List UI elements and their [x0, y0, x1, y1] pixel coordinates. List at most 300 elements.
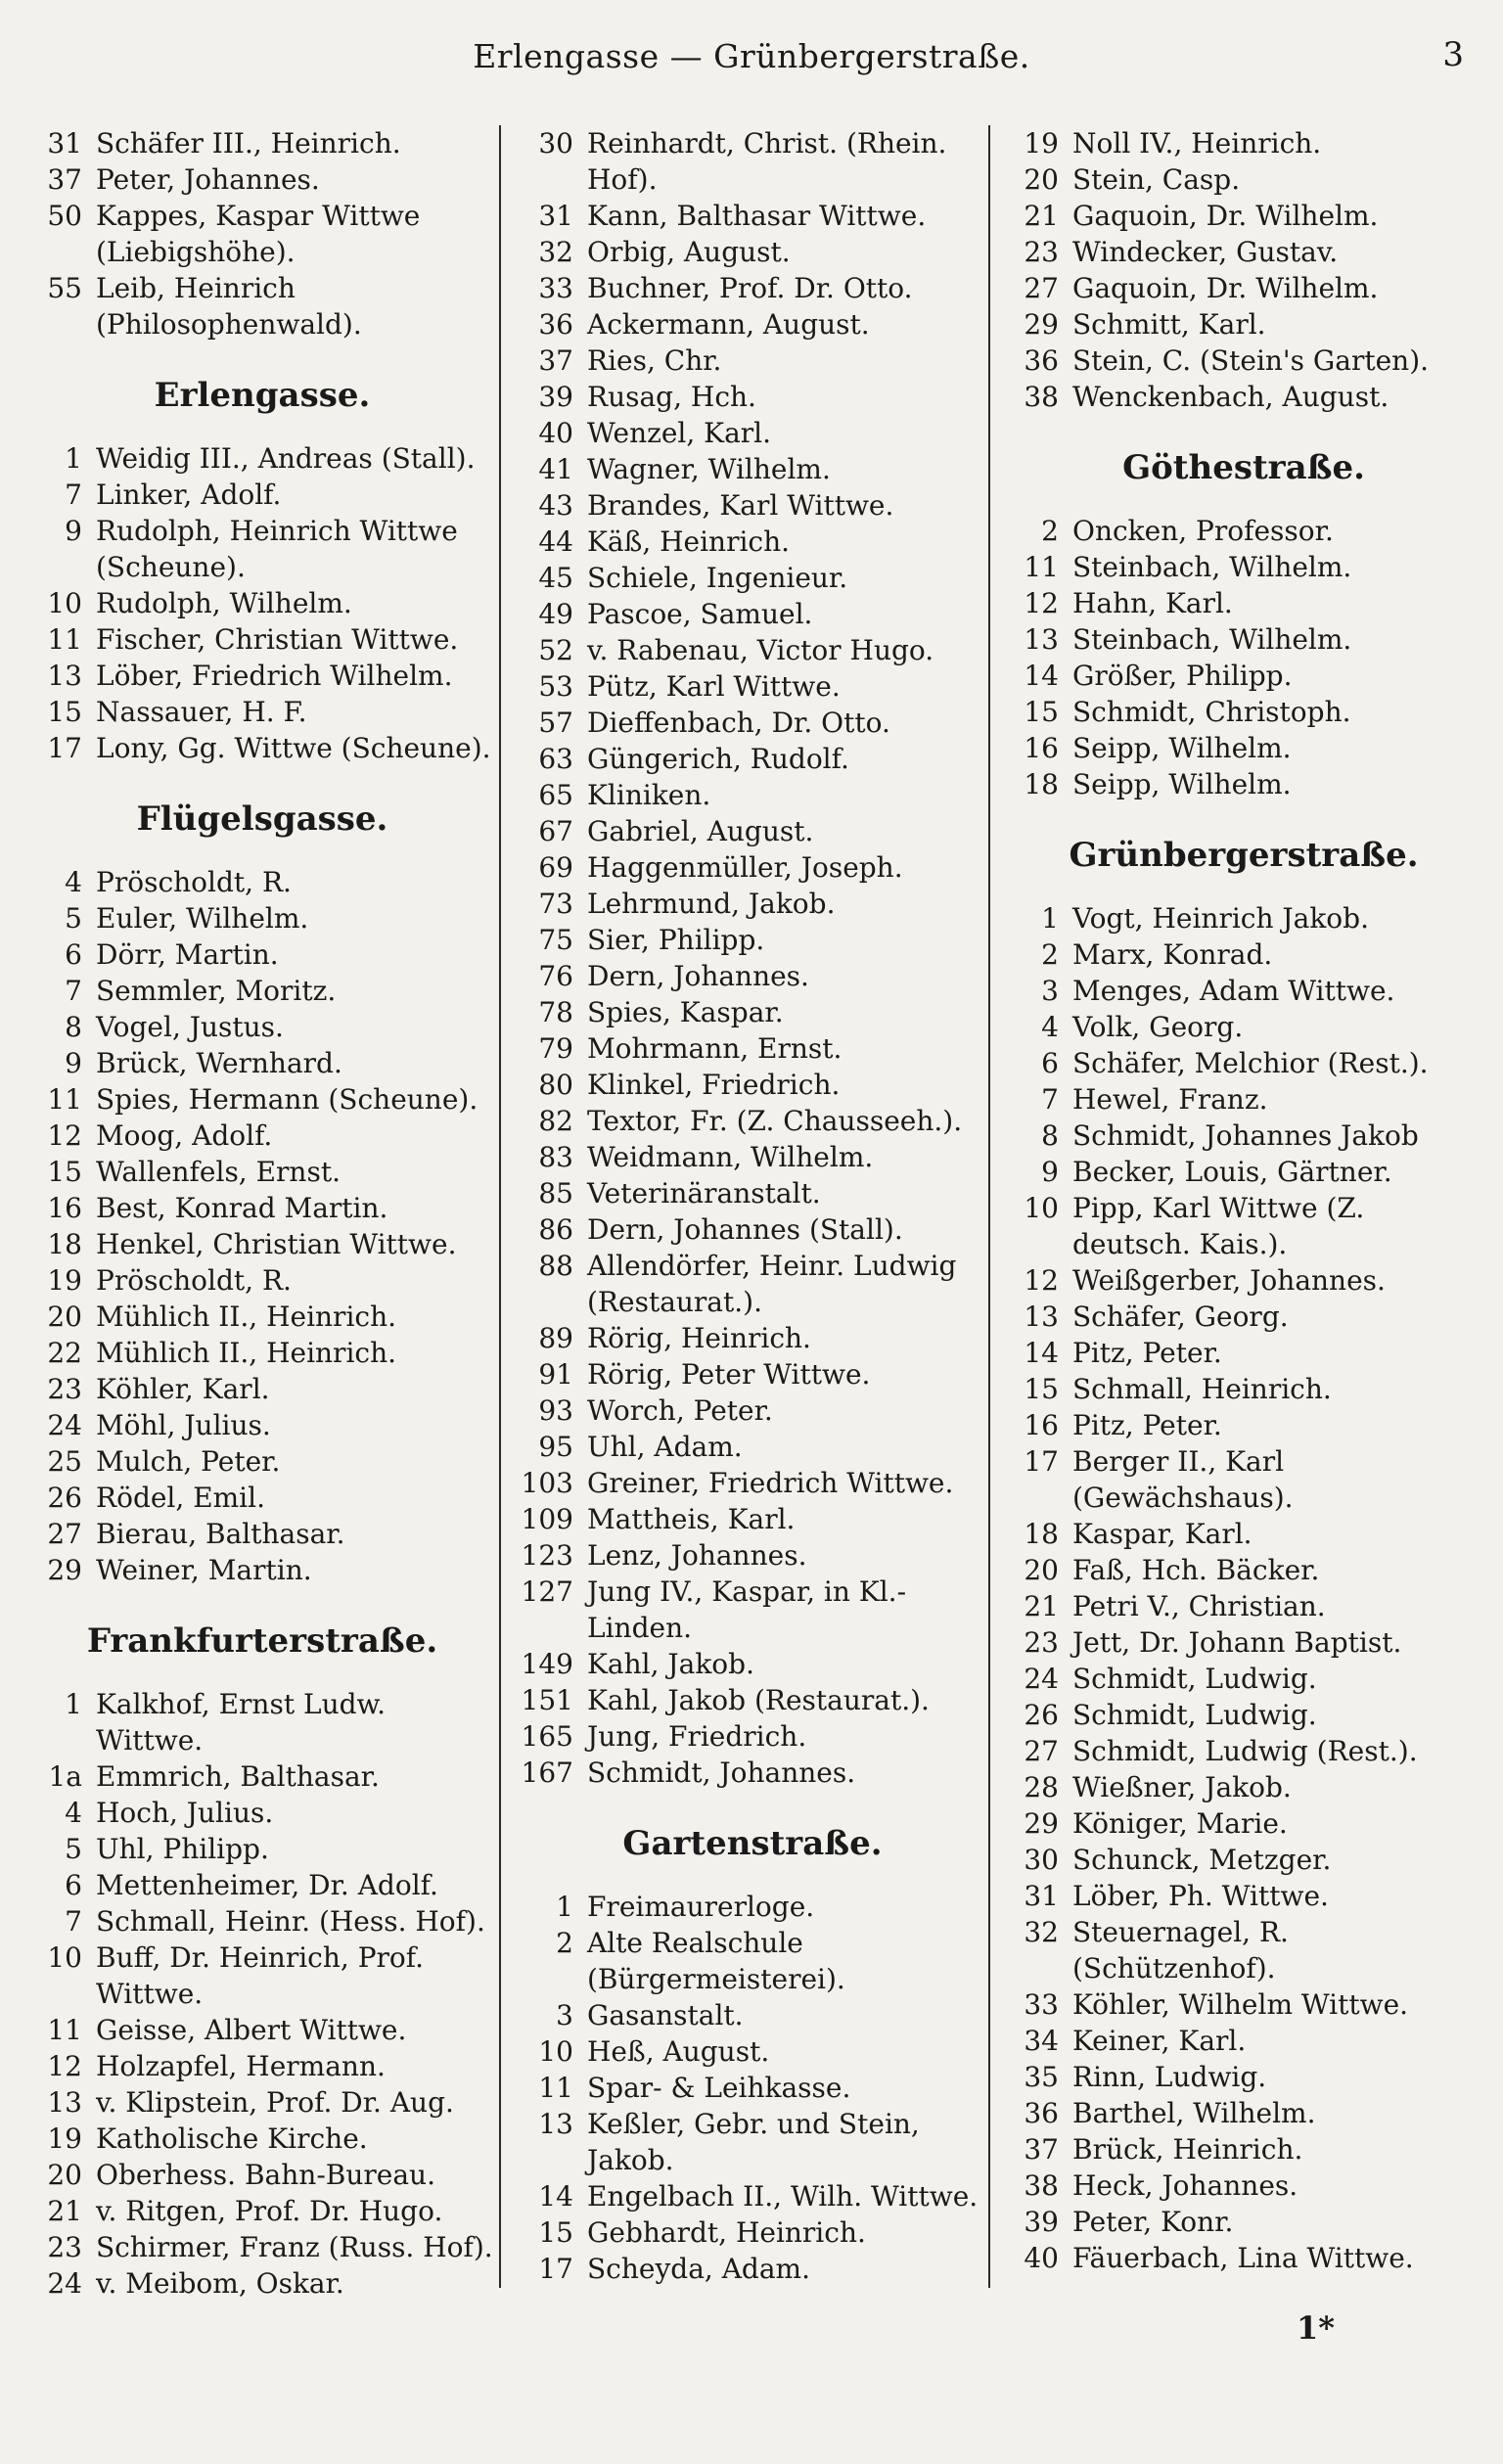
house-number: 5: [65, 1833, 82, 1865]
house-number: 10: [538, 2035, 573, 2068]
street-heading: Grünbergerstraße.: [1069, 836, 1419, 875]
house-number: 29: [1024, 308, 1059, 341]
house-number: 36: [1024, 344, 1059, 377]
column-2: [519, 125, 986, 2287]
directory-entry: [519, 1997, 986, 2033]
directory-entry: [519, 668, 986, 705]
directory-entry: [1004, 621, 1483, 658]
directory-entry: [1004, 1986, 1483, 2023]
directory-entry: [27, 1335, 497, 1371]
resident-name: Buff, Dr. Heinrich, Prof. Wittwe.: [96, 1941, 433, 2010]
resident-name: Orbig, August.: [587, 236, 791, 268]
directory-entry: [27, 1516, 497, 1552]
resident-name: Wagner, Wilhelm.: [587, 453, 831, 485]
directory-entry: [519, 2214, 986, 2251]
resident-name: v. Rabenau, Victor Hugo.: [587, 634, 934, 666]
resident-name: v. Ritgen, Prof. Dr. Hugo.: [96, 2195, 443, 2227]
directory-entry: [27, 2193, 497, 2229]
house-number: 2: [556, 1927, 573, 1959]
directory-entry: [27, 1831, 497, 1867]
directory-entry: [1004, 1190, 1483, 1262]
directory-entry: [1004, 2240, 1483, 2276]
directory-entry: [519, 632, 986, 668]
house-number: 43: [538, 489, 573, 522]
resident-name: v. Klipstein, Prof. Dr. Aug.: [96, 2086, 454, 2119]
resident-name: Löber, Friedrich Wilhelm.: [96, 660, 453, 692]
house-number: 11: [538, 2072, 573, 2104]
directory-entry: [519, 1103, 986, 1139]
house-number: 1: [65, 442, 82, 475]
resident-name: Spies, Hermann (Scheune).: [96, 1083, 478, 1116]
house-number: 31: [538, 200, 573, 232]
resident-name: Heck, Johannes.: [1072, 2169, 1298, 2202]
resident-name: Pipp, Karl Wittwe (Z. deutsch. Kais.).: [1072, 1192, 1374, 1260]
directory-entry: [1004, 766, 1483, 802]
house-number: 57: [538, 707, 573, 739]
house-number: 1: [1041, 902, 1059, 935]
directory-entry: [1004, 1842, 1483, 1878]
resident-name: Pitz, Peter.: [1072, 1409, 1222, 1441]
directory-entry: [1004, 234, 1483, 270]
directory-entry: [1004, 1154, 1483, 1190]
directory-entry: [1004, 2059, 1483, 2095]
directory-entry: [519, 306, 986, 342]
house-number: 78: [538, 996, 573, 1028]
house-number: 37: [538, 344, 573, 377]
resident-name: Peter, Johannes.: [96, 163, 320, 196]
house-number: 85: [538, 1177, 573, 1209]
house-number: 17: [47, 732, 82, 764]
house-number: 29: [1024, 1807, 1059, 1840]
resident-name: Stein, C. (Stein's Garten).: [1072, 344, 1430, 377]
directory-entry: [27, 1758, 497, 1795]
resident-name: Emmrich, Balthasar.: [96, 1760, 380, 1793]
house-number: 50: [47, 200, 82, 232]
directory-entry: [27, 1190, 497, 1226]
resident-name: Veterinäranstalt.: [587, 1177, 821, 1209]
house-number: 13: [1024, 1300, 1059, 1333]
resident-name: Ries, Chr.: [587, 344, 722, 377]
directory-entry: [27, 1939, 497, 2012]
directory-entry: [519, 813, 986, 849]
house-number: 11: [47, 2014, 82, 2046]
directory-entry: [27, 864, 497, 900]
directory-entry: [1004, 1914, 1483, 1986]
house-number: 4: [1041, 1011, 1059, 1043]
house-number: 2: [1041, 515, 1059, 547]
directory-entry: [519, 741, 986, 777]
resident-name: Semmler, Moritz.: [96, 975, 337, 1007]
resident-name: Keßler, Gebr. und Stein, Jakob.: [587, 2108, 929, 2176]
resident-name: Gabriel, August.: [587, 815, 814, 847]
resident-name: Rudolph, Heinrich Wittwe (Scheune).: [96, 515, 467, 583]
house-number: 34: [1024, 2025, 1059, 2057]
directory-entry: [1004, 936, 1483, 973]
house-number: 12: [47, 1119, 82, 1152]
house-number: 93: [538, 1394, 573, 1427]
directory-entry: [519, 1889, 986, 1925]
directory-entry: [27, 2084, 497, 2121]
directory-entry: [27, 2229, 497, 2265]
directory-entry: [519, 560, 986, 596]
resident-name: Vogt, Heinrich Jakob.: [1072, 902, 1369, 935]
directory-entry: [27, 1795, 497, 1831]
page-header: [0, 29, 1503, 88]
resident-name: Haggenmüller, Joseph.: [587, 851, 903, 884]
house-number: 15: [538, 2216, 573, 2249]
resident-name: Nassauer, H. F.: [96, 696, 307, 728]
house-number: 10: [47, 1941, 82, 1974]
house-number: 11: [1024, 551, 1059, 583]
resident-name: Greiner, Friedrich Wittwe.: [587, 1467, 954, 1499]
resident-name: Rudolph, Wilhelm.: [96, 587, 352, 619]
directory-entry: [1004, 1661, 1483, 1697]
house-number: 6: [1041, 1047, 1059, 1079]
resident-name: Buchner, Prof. Dr. Otto.: [587, 272, 913, 304]
resident-name: Pröscholdt, R.: [96, 1264, 292, 1297]
directory-entry: [1004, 1262, 1483, 1299]
house-number: 13: [538, 2108, 573, 2140]
directory-entry: [27, 1867, 497, 1903]
resident-name: Marx, Konrad.: [1072, 938, 1273, 971]
house-number: 15: [1024, 1373, 1059, 1405]
resident-name: Freimaurerloge.: [587, 1891, 815, 1923]
resident-name: Moog, Adolf.: [96, 1119, 273, 1152]
house-number: 5: [65, 902, 82, 935]
resident-name: Mühlich II., Heinrich.: [96, 1300, 397, 1333]
resident-name: Mattheis, Karl.: [587, 1503, 796, 1535]
resident-name: Spies, Kaspar.: [587, 996, 784, 1028]
house-number: 8: [1041, 1119, 1059, 1152]
house-number: 22: [47, 1337, 82, 1369]
house-number: 31: [1024, 1880, 1059, 1912]
house-number: 41: [538, 453, 573, 485]
directory-entry: [1004, 513, 1483, 549]
resident-name: Scheyda, Adam.: [587, 2253, 810, 2285]
house-number: 45: [538, 562, 573, 594]
house-number: 16: [47, 1192, 82, 1224]
resident-name: Barthel, Wilhelm.: [1072, 2097, 1316, 2129]
resident-name: Löber, Ph. Wittwe.: [1072, 1880, 1329, 1912]
house-number: 127: [521, 1575, 573, 1608]
house-number: 82: [538, 1105, 573, 1137]
resident-name: Schunck, Metzger.: [1072, 1844, 1332, 1876]
resident-name: Schmidt, Ludwig.: [1072, 1663, 1317, 1695]
house-number: 12: [1024, 587, 1059, 619]
house-number: 16: [1024, 1409, 1059, 1441]
directory-entry: [27, 477, 497, 513]
resident-name: Heß, August.: [587, 2035, 770, 2068]
directory-entry: [27, 1903, 497, 1939]
directory-entry: [27, 2157, 497, 2193]
resident-name: Rödel, Emil.: [96, 1482, 265, 1514]
directory-entry: [1004, 379, 1483, 415]
resident-name: Uhl, Adam.: [587, 1431, 743, 1463]
directory-entry: [1004, 1299, 1483, 1335]
house-number: 88: [538, 1250, 573, 1282]
resident-name: Schmidt, Johannes Jakob: [1072, 1119, 1419, 1152]
house-number: 19: [47, 2122, 82, 2155]
resident-name: Pröscholdt, R.: [96, 866, 292, 898]
house-number: 36: [1024, 2097, 1059, 2129]
directory-entry: [27, 270, 497, 342]
directory-entry: [1004, 973, 1483, 1009]
directory-entry: [1004, 1588, 1483, 1624]
directory-entry: [519, 994, 986, 1030]
directory-entry: [27, 198, 497, 270]
directory-entry: [27, 440, 497, 477]
house-number: 11: [47, 1083, 82, 1116]
resident-name: Schäfer, Georg.: [1072, 1300, 1289, 1333]
resident-name: Schmall, Heinr. (Hess. Hof).: [96, 1905, 485, 1938]
house-number: 37: [47, 163, 82, 196]
resident-name: Möhl, Julius.: [96, 1409, 271, 1441]
resident-name: Rörig, Heinrich.: [587, 1322, 811, 1354]
house-number: 23: [47, 1373, 82, 1405]
column-divider: [499, 125, 501, 2288]
directory-entry: [1004, 1009, 1483, 1045]
resident-name: Sier, Philipp.: [587, 924, 765, 956]
resident-name: Klinkel, Friedrich.: [587, 1069, 841, 1101]
directory-entry: [27, 1443, 497, 1480]
directory-entry: [27, 1009, 497, 1045]
resident-name: Schmidt, Christoph.: [1072, 696, 1351, 728]
house-number: 17: [538, 2253, 573, 2285]
house-number: 27: [1024, 1735, 1059, 1767]
directory-entry: [27, 125, 497, 161]
directory-entry: [1004, 658, 1483, 694]
directory-entry: [27, 658, 497, 694]
house-number: 103: [521, 1467, 573, 1499]
resident-name: Dern, Johannes (Stall).: [587, 1213, 903, 1246]
house-number: 75: [538, 924, 573, 956]
house-number: 10: [1024, 1192, 1059, 1224]
directory-entry: [27, 1262, 497, 1299]
house-number: 24: [47, 1409, 82, 1441]
house-number: 151: [521, 1684, 573, 1716]
directory-entry: [519, 1682, 986, 1718]
house-number: 9: [1041, 1156, 1059, 1188]
resident-name: Käß, Heinrich.: [587, 525, 791, 558]
directory-entry: [519, 1248, 986, 1320]
page-number: 3: [1442, 35, 1464, 74]
directory-entry: [1004, 1335, 1483, 1371]
house-number: 4: [65, 866, 82, 898]
house-number: 13: [47, 2086, 82, 2119]
resident-name: Lony, Gg. Wittwe (Scheune).: [96, 732, 491, 764]
resident-name: Steinbach, Wilhelm.: [1072, 623, 1352, 656]
house-number: 91: [538, 1358, 573, 1391]
resident-name: Lenz, Johannes.: [587, 1539, 807, 1572]
resident-name: Volk, Georg.: [1072, 1011, 1244, 1043]
directory-entry: [519, 1139, 986, 1175]
resident-name: Dieffenbach, Dr. Otto.: [587, 707, 890, 739]
directory-entry: [1004, 2131, 1483, 2167]
directory-entry: [519, 1320, 986, 1356]
house-number: 6: [65, 1869, 82, 1901]
house-number: 7: [1041, 1083, 1059, 1116]
resident-name: Petri V., Christian.: [1072, 1590, 1326, 1622]
directory-entry: [519, 451, 986, 487]
house-number: 13: [47, 660, 82, 692]
resident-name: Steinbach, Wilhelm.: [1072, 551, 1352, 583]
resident-name: Kahl, Jakob (Restaurat.).: [587, 1684, 930, 1716]
directory-entry: [1004, 2095, 1483, 2131]
running-title: Erlengasse — Grünbergerstraße.: [473, 37, 1030, 75]
house-number: 32: [538, 236, 573, 268]
directory-entry: [1004, 1769, 1483, 1805]
directory-entry: [27, 2121, 497, 2157]
directory-entry: [1004, 2023, 1483, 2059]
house-number: 39: [1024, 2206, 1059, 2238]
house-number: 31: [47, 127, 82, 160]
directory-entry: [1004, 1878, 1483, 1914]
resident-name: Weidmann, Wilhelm.: [587, 1141, 874, 1173]
house-number: 26: [47, 1482, 82, 1514]
resident-name: Kahl, Jakob.: [587, 1648, 754, 1680]
house-number: 109: [521, 1503, 573, 1535]
house-number: 7: [65, 1905, 82, 1938]
house-number: 15: [47, 696, 82, 728]
street-heading: Gartenstraße.: [622, 1824, 883, 1863]
directory-entry: [519, 487, 986, 524]
column-divider: [988, 125, 990, 2288]
directory-entry: [27, 1371, 497, 1407]
house-number: 76: [538, 960, 573, 992]
resident-name: Vogel, Justus.: [96, 1011, 284, 1043]
directory-entry: [27, 694, 497, 730]
resident-name: Ackermann, August.: [587, 308, 870, 341]
house-number: 36: [538, 308, 573, 341]
resident-name: Gebhardt, Heinrich.: [587, 2216, 866, 2249]
resident-name: Gasanstalt.: [587, 1999, 744, 2031]
directory-entry: [1004, 900, 1483, 936]
directory-entry: [27, 513, 497, 585]
house-number: 67: [538, 815, 573, 847]
resident-name: Linker, Adolf.: [96, 479, 282, 511]
directory-entry: [519, 1030, 986, 1067]
resident-name: Geisse, Albert Wittwe.: [96, 2014, 407, 2046]
house-number: 24: [1024, 1663, 1059, 1695]
directory-entry: [1004, 1516, 1483, 1552]
house-number: 33: [538, 272, 573, 304]
house-number: 18: [47, 1228, 82, 1260]
house-number: 1: [65, 1688, 82, 1720]
directory-entry: [1004, 1407, 1483, 1443]
house-number: 37: [1024, 2133, 1059, 2166]
resident-name: Hoch, Julius.: [96, 1797, 274, 1829]
resident-name: Schäfer III., Heinrich.: [96, 127, 401, 160]
resident-name: Mühlich II., Heinrich.: [96, 1337, 397, 1369]
directory-entry: [519, 2033, 986, 2070]
directory-entry: [1004, 549, 1483, 585]
directory-entry: [519, 2106, 986, 2178]
directory-entry: [519, 958, 986, 994]
house-number: 18: [1024, 768, 1059, 800]
resident-name: Kliniken.: [587, 779, 711, 811]
resident-name: Faß, Hch. Bäcker.: [1072, 1554, 1320, 1586]
column-3: [1004, 125, 1483, 2276]
resident-name: Kann, Balthasar Wittwe.: [587, 200, 927, 232]
house-number: 69: [538, 851, 573, 884]
resident-name: Köhler, Wilhelm Wittwe.: [1072, 1988, 1409, 2021]
house-number: 12: [1024, 1264, 1059, 1297]
house-number: 40: [1024, 2242, 1059, 2274]
directory-entry: [1004, 2204, 1483, 2240]
directory-entry: [519, 886, 986, 922]
directory-entry: [519, 2070, 986, 2106]
house-number: 63: [538, 743, 573, 775]
directory-entry: [519, 342, 986, 379]
directory-entry: [519, 1175, 986, 1211]
resident-name: Bierau, Balthasar.: [96, 1518, 345, 1550]
resident-name: Best, Konrad Martin.: [96, 1192, 388, 1224]
resident-name: Weiner, Martin.: [96, 1554, 312, 1586]
directory-entry: [519, 1067, 986, 1103]
house-number: 49: [538, 598, 573, 630]
directory-entry: [27, 1154, 497, 1190]
resident-name: Oncken, Professor.: [1072, 515, 1334, 547]
resident-name: Leib, Heinrich (Philosophenwald).: [96, 272, 362, 341]
resident-name: Pütz, Karl Wittwe.: [587, 670, 841, 703]
house-number: 9: [65, 1047, 82, 1079]
house-number: 9: [65, 515, 82, 547]
resident-name: Brandes, Karl Wittwe.: [587, 489, 894, 522]
house-number: 3: [1041, 975, 1059, 1007]
directory-entry: [1004, 730, 1483, 766]
directory-entry: [27, 585, 497, 621]
resident-name: Güngerich, Rudolf.: [587, 743, 849, 775]
house-number: 30: [538, 127, 573, 160]
resident-name: Seipp, Wilhelm.: [1072, 768, 1292, 800]
house-number: 27: [1024, 272, 1059, 304]
directory-entry: [519, 415, 986, 451]
directory-entry: [27, 1552, 497, 1588]
directory-entry: [519, 596, 986, 632]
house-number: 7: [65, 975, 82, 1007]
house-number: 52: [538, 634, 573, 666]
resident-name: Kappes, Kaspar Wittwe (Liebigshöhe).: [96, 200, 430, 268]
resident-name: Keiner, Karl.: [1072, 2025, 1247, 2057]
house-number: 38: [1024, 2169, 1059, 2202]
resident-name: Wallenfels, Ernst.: [96, 1156, 341, 1188]
directory-entry: [27, 621, 497, 658]
house-number: 44: [538, 525, 573, 558]
directory-entry: [1004, 161, 1483, 198]
resident-name: Allendörfer, Heinr. Ludwig (Restaurat.).: [587, 1250, 966, 1318]
street-heading: Flügelsgasse.: [136, 799, 388, 839]
house-number: 80: [538, 1069, 573, 1101]
house-number: 1a: [48, 1760, 82, 1793]
house-number: 14: [1024, 1337, 1059, 1369]
directory-entry: [27, 2012, 497, 2048]
resident-name: Engelbach II., Wilh. Wittwe.: [587, 2180, 979, 2213]
resident-name: Schmitt, Karl.: [1072, 308, 1266, 341]
resident-name: Weidig III., Andreas (Stall).: [96, 442, 476, 475]
directory-entry: [1004, 1443, 1483, 1516]
directory-entry: [27, 2048, 497, 2084]
house-number: 23: [47, 2231, 82, 2263]
directory-entry: [1004, 585, 1483, 621]
resident-name: v. Meibom, Oskar.: [96, 2267, 344, 2300]
directory-entry: [519, 849, 986, 886]
house-number: 15: [1024, 696, 1059, 728]
directory-entry: [519, 125, 986, 198]
house-number: 95: [538, 1431, 573, 1463]
directory-entry: [1004, 1733, 1483, 1769]
resident-name: Fischer, Christian Wittwe.: [96, 623, 459, 656]
house-number: 123: [521, 1539, 573, 1572]
